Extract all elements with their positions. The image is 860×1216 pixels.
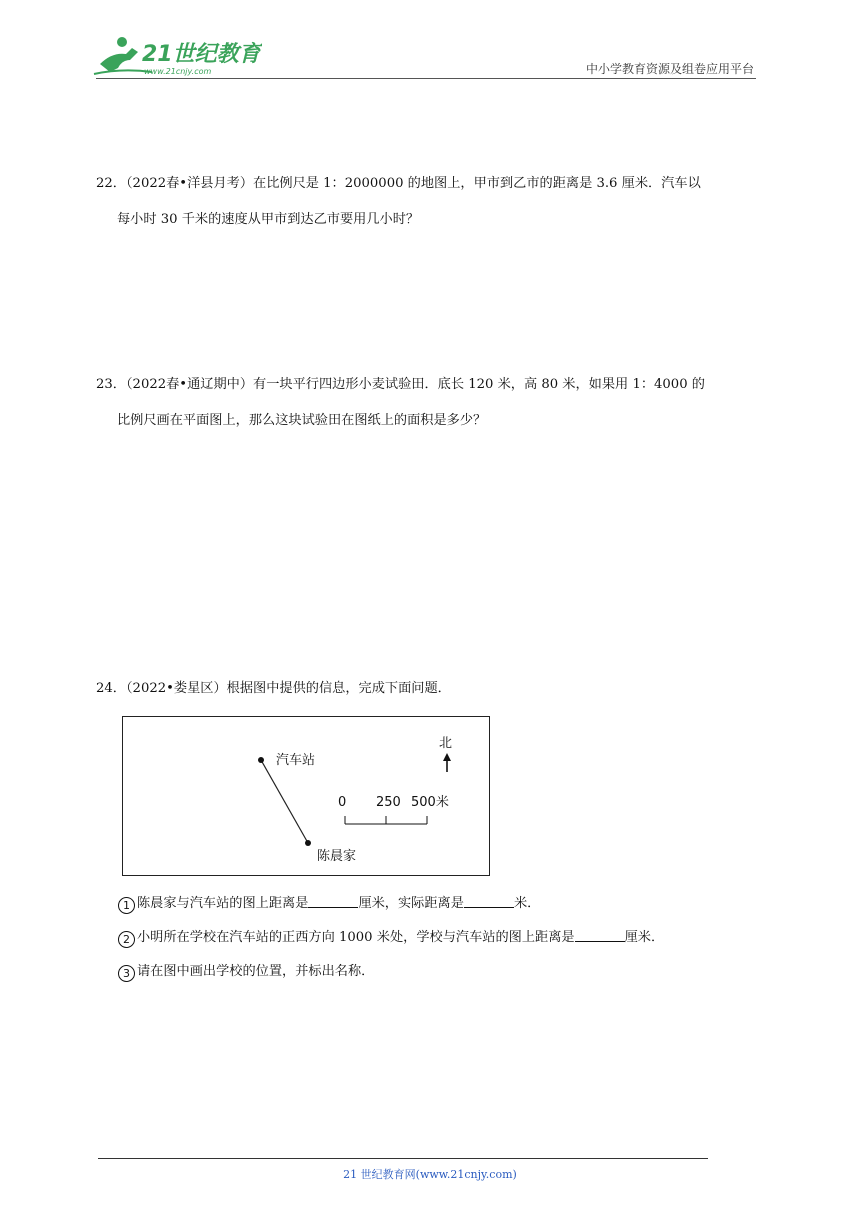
question-text-line2: 比例尺画在平面图上，那么这块试验田在图纸上的面积是多少？ bbox=[117, 413, 487, 428]
scale-tick-label-500: 500米 bbox=[411, 795, 449, 810]
subquestion-3 bbox=[118, 962, 374, 982]
question-number: 23． bbox=[96, 377, 126, 392]
header-divider bbox=[96, 78, 756, 79]
question-22 bbox=[96, 166, 766, 238]
map-figure bbox=[122, 716, 490, 876]
home-point bbox=[305, 840, 311, 846]
bus-station-point bbox=[258, 757, 264, 763]
answer-blank[interactable] bbox=[575, 928, 625, 942]
subquestion-1 bbox=[118, 894, 540, 914]
question-source: （2022春•通辽期中） bbox=[125, 377, 254, 392]
circled-number: 2 bbox=[118, 931, 135, 948]
subquestion-text: 厘米，实际距离是 bbox=[358, 896, 464, 911]
question-source: （2022•娄星区） bbox=[125, 681, 227, 696]
subquestion-text: 米． bbox=[513, 896, 541, 911]
bus-station-label: 汽车站 bbox=[276, 753, 316, 768]
subquestion-text: 小明所在学校在汽车站的正西方向 1000 米处，学校与汽车站的图上距离是 bbox=[137, 930, 575, 945]
subquestion-2 bbox=[118, 928, 664, 948]
question-text-line1: 在比例尺是 1：2000000 的地图上，甲市到乙市的距离是 3.6 厘米．汽车以 bbox=[253, 176, 701, 191]
home-label: 陈晨家 bbox=[317, 849, 357, 864]
scale-tick-label-250: 250 bbox=[376, 795, 401, 810]
question-text-line1: 根据图中提供的信息，完成下面问题． bbox=[226, 681, 451, 696]
question-number: 24． bbox=[96, 681, 126, 696]
question-23 bbox=[96, 367, 766, 439]
question-source: （2022春•洋县月考） bbox=[125, 176, 254, 191]
logo-text: 21世纪教育 bbox=[142, 42, 261, 67]
question-text-line2: 每小时 30 千米的速度从甲市到达乙市要用几小时？ bbox=[117, 212, 420, 227]
subquestion-text: 请在图中画出学校的位置，并标出名称． bbox=[137, 964, 375, 979]
subquestion-text: 厘米． bbox=[624, 930, 665, 945]
logo bbox=[92, 34, 262, 78]
answer-blank[interactable] bbox=[464, 894, 514, 908]
logo-url-text: www.21cnjy.com bbox=[144, 67, 212, 76]
question-text-line1: 有一块平行四边形小麦试验田．底长 120 米，高 80 米，如果用 1：4000 的 bbox=[253, 377, 705, 392]
question-24 bbox=[96, 671, 766, 707]
footer-divider bbox=[98, 1158, 708, 1159]
header-platform-text: 中小学教育资源及组卷应用平台 bbox=[585, 62, 754, 76]
footer-text: 21 世纪教育网(www.21cnjy.com) bbox=[343, 1168, 517, 1181]
circled-number: 3 bbox=[118, 965, 135, 982]
subquestion-text: 陈晨家与汽车站的图上距离是 bbox=[137, 896, 309, 911]
north-label: 北 bbox=[439, 736, 453, 751]
scale-tick-label-0: 0 bbox=[338, 795, 347, 810]
circled-number: 1 bbox=[118, 897, 135, 914]
question-number: 22． bbox=[96, 176, 126, 191]
answer-blank[interactable] bbox=[308, 894, 358, 908]
